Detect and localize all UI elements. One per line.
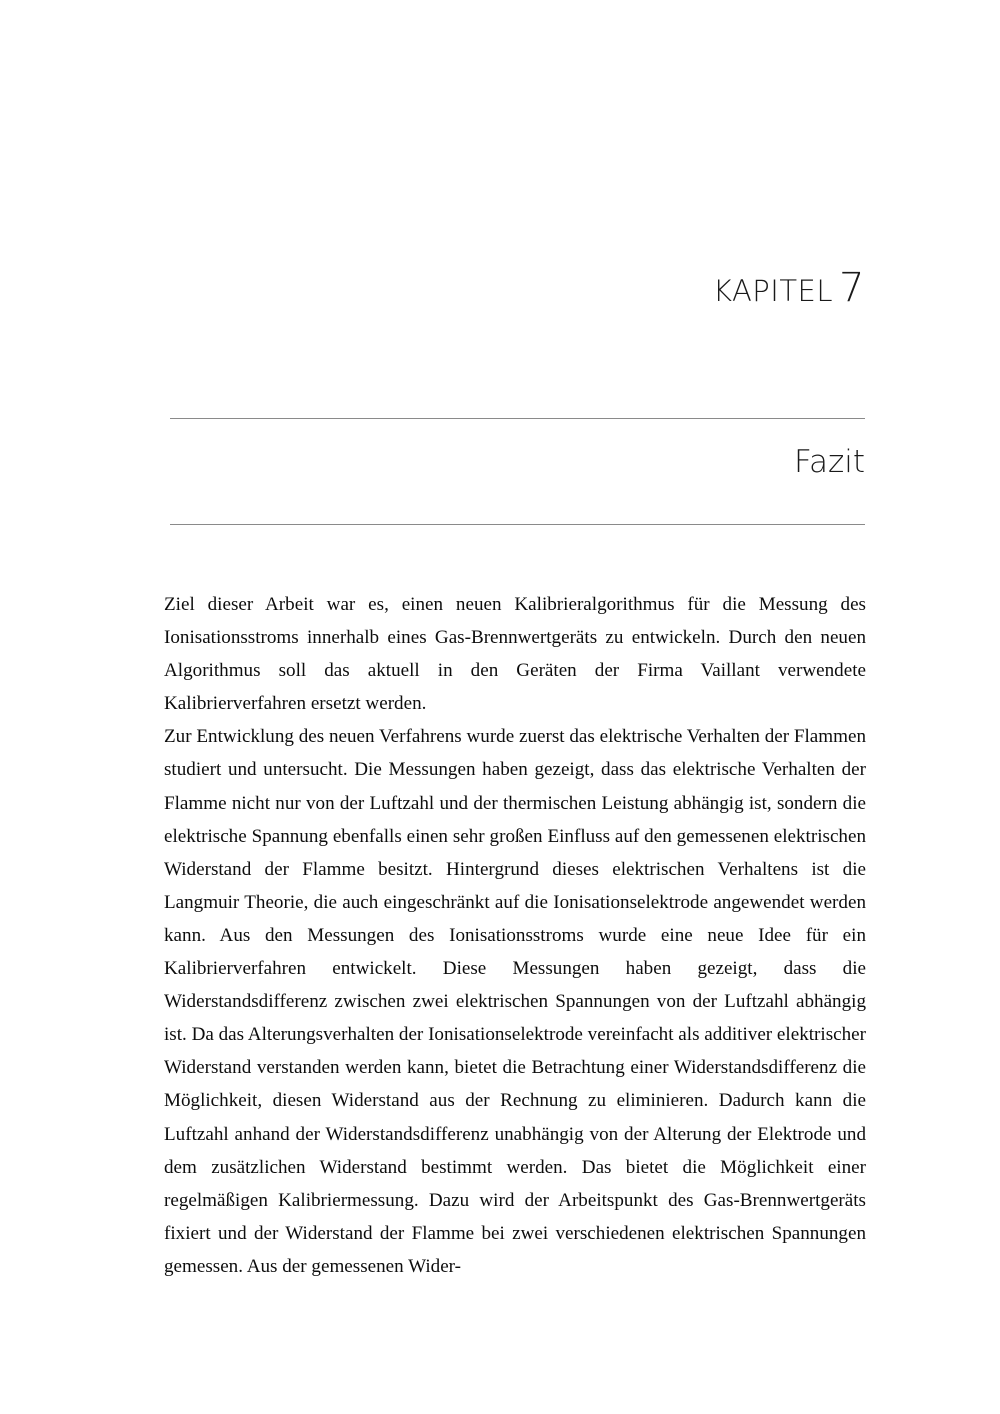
paragraph: Ziel dieser Arbeit war es, einen neuen Kalibrieralgorithmus für die Messung des Ionisationsstroms innerhalb eines Gas-Brennwertgeräts zu entwickeln. Durch den neuen Algorithmus soll das aktuell in den Geräten der Firma Vaillant verwendete Kalibrierverfahren ersetzt werden. <box>164 594 866 715</box>
chapter-label: KAPITEL <box>712 274 834 308</box>
divider-top <box>170 418 865 419</box>
body-text <box>164 588 866 1283</box>
chapter-number: 7 <box>839 265 865 311</box>
chapter-heading <box>170 265 865 311</box>
page-title: Fazit <box>793 444 865 480</box>
paragraph: Zur Entwicklung des neuen Verfahrens wurde zuerst das elektrische Verhalten der Flammen studiert und untersucht. Die Messungen haben gezeigt, dass das elektrische Verhalten der Flamme nicht nur von der Luftzahl und der thermischen Leistung abhängig ist, sondern die elektrische Spannung ebenfalls einen sehr großen Einfluss auf den gemessenen elektrischen Widerstand der Flamme besitzt. Hintergrund dieses elektrischen Verhaltens ist die Langmuir Theorie, die auch eingeschränkt auf die Ionisationselektrode angewendet werden kann. Aus den Messungen des Ionisationsstroms wurde eine neue Idee für ein Kalibrierverfahren entwickelt. Diese Messungen haben gezeigt, dass die Widerstandsdifferenz zwischen zwei elektrischen Spannungen von der Luftzahl abhängig ist. Da das Alterungsverhalten der Ionisationselektrode vereinfacht als additiver elektrischer Widerstand verstanden werden kann, bietet die Betrachtung einer Widerstandsdifferenz die Möglichkeit, diesen Widerstand aus der Rechnung zu eliminieren. Dadurch kann die Luftzahl anhand der Widerstandsdifferenz unabhängig von der Alterung der Elektrode und dem zusätzlichen Widerstand bestimmt werden. Das bietet die Möglichkeit einer regelmäßigen Kalibriermessung. Dazu wird der Arbeitspunkt des Gas-Brennwertgeräts fixiert und der Widerstand der Flamme bei zwei verschiedenen elektrischen Spannungen gemessen. Aus der gemessenen Wider- <box>164 726 866 1277</box>
divider-bottom <box>170 524 865 525</box>
